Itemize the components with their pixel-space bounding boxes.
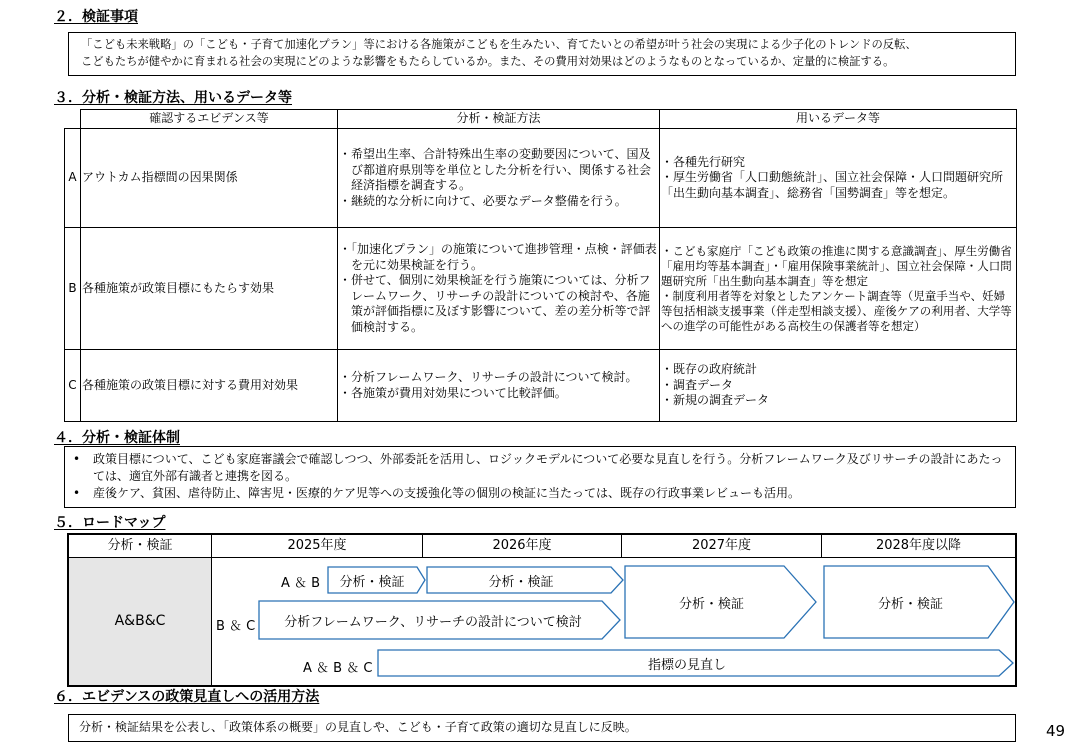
structure-item-text: 産後ケア、貧困、虐待防止、障害児・医療的ケア児等への支援強化等の個別の検証に当たっては、既存の行政事業レビューも活用。 — [93, 486, 801, 500]
row-c-data-item: ・新規の調査データ — [661, 393, 770, 408]
row-id-c: C — [65, 350, 81, 422]
roadmap-header-2025: 2025年度 — [212, 535, 423, 557]
roadmap-header-2026: 2026年度 — [423, 535, 622, 557]
arrow-ab-2025-label: 分析・検証 — [339, 575, 405, 590]
row-a-method-item: ・継続的な分析に向けて、必要なデータ整備を行う。 — [339, 193, 627, 208]
row-a-data-item: ・各種先行研究 — [661, 154, 746, 169]
evidence-table-corner — [65, 110, 81, 129]
roadmap-header-analysis: 分析・検証 — [69, 535, 212, 557]
structure-box — [64, 446, 1016, 508]
row-id-a: A — [65, 129, 81, 228]
header-evidence: 確認するエビデンス等 — [81, 110, 338, 129]
row-a-method — [338, 129, 660, 228]
lane-label-bc: B ＆ C — [216, 619, 256, 634]
row-b-data-item: ・こども家庭庁「こども政策の推進に関する意識調査」、厚生労働省「雇用均等基本調査」・「雇用保険事業統計」、国立社会保障・人口問題研究所「出生動向基本調査」等を想定 — [661, 243, 1012, 288]
structure-item — [73, 451, 1007, 485]
page-number: 49 — [1046, 722, 1066, 740]
row-id-b: B — [65, 228, 81, 350]
row-b-data — [660, 228, 1017, 350]
structure-item-text: 政策目標について、こども家庭審議会で確認しつつ、外部委託を活用し、ロジックモデルについて必要な見直しを行う。分析フレームワーク及びリサーチの設計にあたっては、適宜外部有識者と連携を図る。 — [93, 452, 1003, 483]
row-b-data-item: ・制度利用者等を対象としたアンケート調査等（児童手当や、妊婦等包括相談支援事業（伴走型相談支援）、産後ケアの利用者、大学等への進学の可能性がある高校生の保護者等を想定） — [661, 288, 1012, 333]
arrow-indicators-label: 指標の見直し — [647, 658, 726, 673]
section-heading-verification: ２．検証事項 — [54, 9, 138, 25]
row-c-data — [660, 350, 1017, 422]
bullet-icon: • — [73, 452, 81, 466]
utilization-box — [68, 714, 1016, 742]
section-heading-methods: ３．分析・検証方法、用いるデータ等 — [54, 90, 292, 106]
row-c-data-item: ・既存の政府統計 — [661, 362, 758, 377]
verification-line-2: こどもたちが健やかに育まれる社会の実現にどのような影響をもたらしているか。また、その費用対効果はどのようなものとなっているか、定量的に検証する。 — [81, 55, 895, 68]
row-b-method — [338, 228, 660, 350]
evidence-table — [64, 109, 1017, 422]
header-method: 分析・検証方法 — [338, 110, 660, 129]
structure-item — [73, 485, 1007, 502]
evidence-table-header-row — [65, 110, 1017, 129]
row-a-data — [660, 129, 1017, 228]
utilization-text: 分析・検証結果を公表し、「政策体系の概要」の見直しや、こども・子育て政策の適切な見直しに反映。 — [79, 720, 637, 734]
arrow-ab-2026-label: 分析・検証 — [488, 575, 554, 590]
table-row — [65, 129, 1017, 228]
roadmap-header-2028: 2028年度以降 — [875, 538, 962, 553]
row-a-evidence: アウトカム指標間の因果関係 — [81, 129, 338, 228]
bullet-icon: • — [73, 486, 81, 500]
roadmap-row-label: A&B&C — [69, 558, 212, 685]
row-c-evidence: 各種施策の政策目標に対する費用対効果 — [81, 350, 338, 422]
arrow-2028-label: 分析・検証 — [877, 597, 943, 612]
verification-box — [68, 32, 1016, 76]
table-row — [65, 350, 1017, 422]
arrow-2027-label: 分析・検証 — [678, 597, 744, 612]
verification-line-1: 「こども未来戦略」の「こども・子育て加速化プラン」等における各施策がこどもを生みたい、育てたいとの希望が叶う社会の実現による少子化のトレンドの反転、 — [81, 38, 917, 51]
section-heading-roadmap: ５．ロードマップ — [54, 515, 166, 531]
row-c-method-item: ・分析フレームワーク、リサーチの設計について検討。 — [339, 370, 638, 384]
row-c-data-item: ・調査データ — [661, 377, 734, 392]
section-heading-utilization: ６．エビデンスの政策見直しへの活用方法 — [54, 689, 320, 705]
row-c-method — [338, 350, 660, 422]
section-heading-structure: ４．分析・検証体制 — [54, 430, 180, 446]
lane-label-abc: A ＆ B ＆ C — [303, 661, 373, 676]
row-a-data-item: ・厚生労働省「人口動態統計」、国立社会保障・人口問題研究所「出生動向基本調査」、総務省「国勢調査」等を想定。 — [661, 170, 1004, 200]
row-b-evidence: 各種施策が政策目標にもたらす効果 — [81, 228, 338, 350]
table-row — [65, 228, 1017, 350]
roadmap — [67, 533, 1017, 687]
arrow-bc-design-label: 分析フレームワーク、リサーチの設計について検討 — [284, 615, 582, 630]
header-data: 用いるデータ等 — [660, 110, 1017, 129]
row-b-method-item: ・併せて、個別に効果検証を行う施策については、分析フレームワーク、リサーチの設計についての検討や、各施策が評価指標に及ぼす影響について、差の差分析等で評価検討する。 — [339, 273, 651, 334]
row-b-method-item: ・「加速化プラン」の施策について進捗管理・点検・評価表を元に効果検証を行う。 — [339, 242, 657, 272]
roadmap-header-2027: 2027年度 — [622, 535, 822, 557]
row-a-method-item: ・希望出生率、合計特殊出生率の変動要因について、国及び都道府県別等を単位とした分析を行い、関係する社会経済指標を調査する。 — [339, 147, 652, 192]
row-c-method-item: ・各施策が費用対効果について比較評価。 — [339, 385, 567, 400]
lane-label-ab: A ＆ B — [281, 576, 321, 591]
